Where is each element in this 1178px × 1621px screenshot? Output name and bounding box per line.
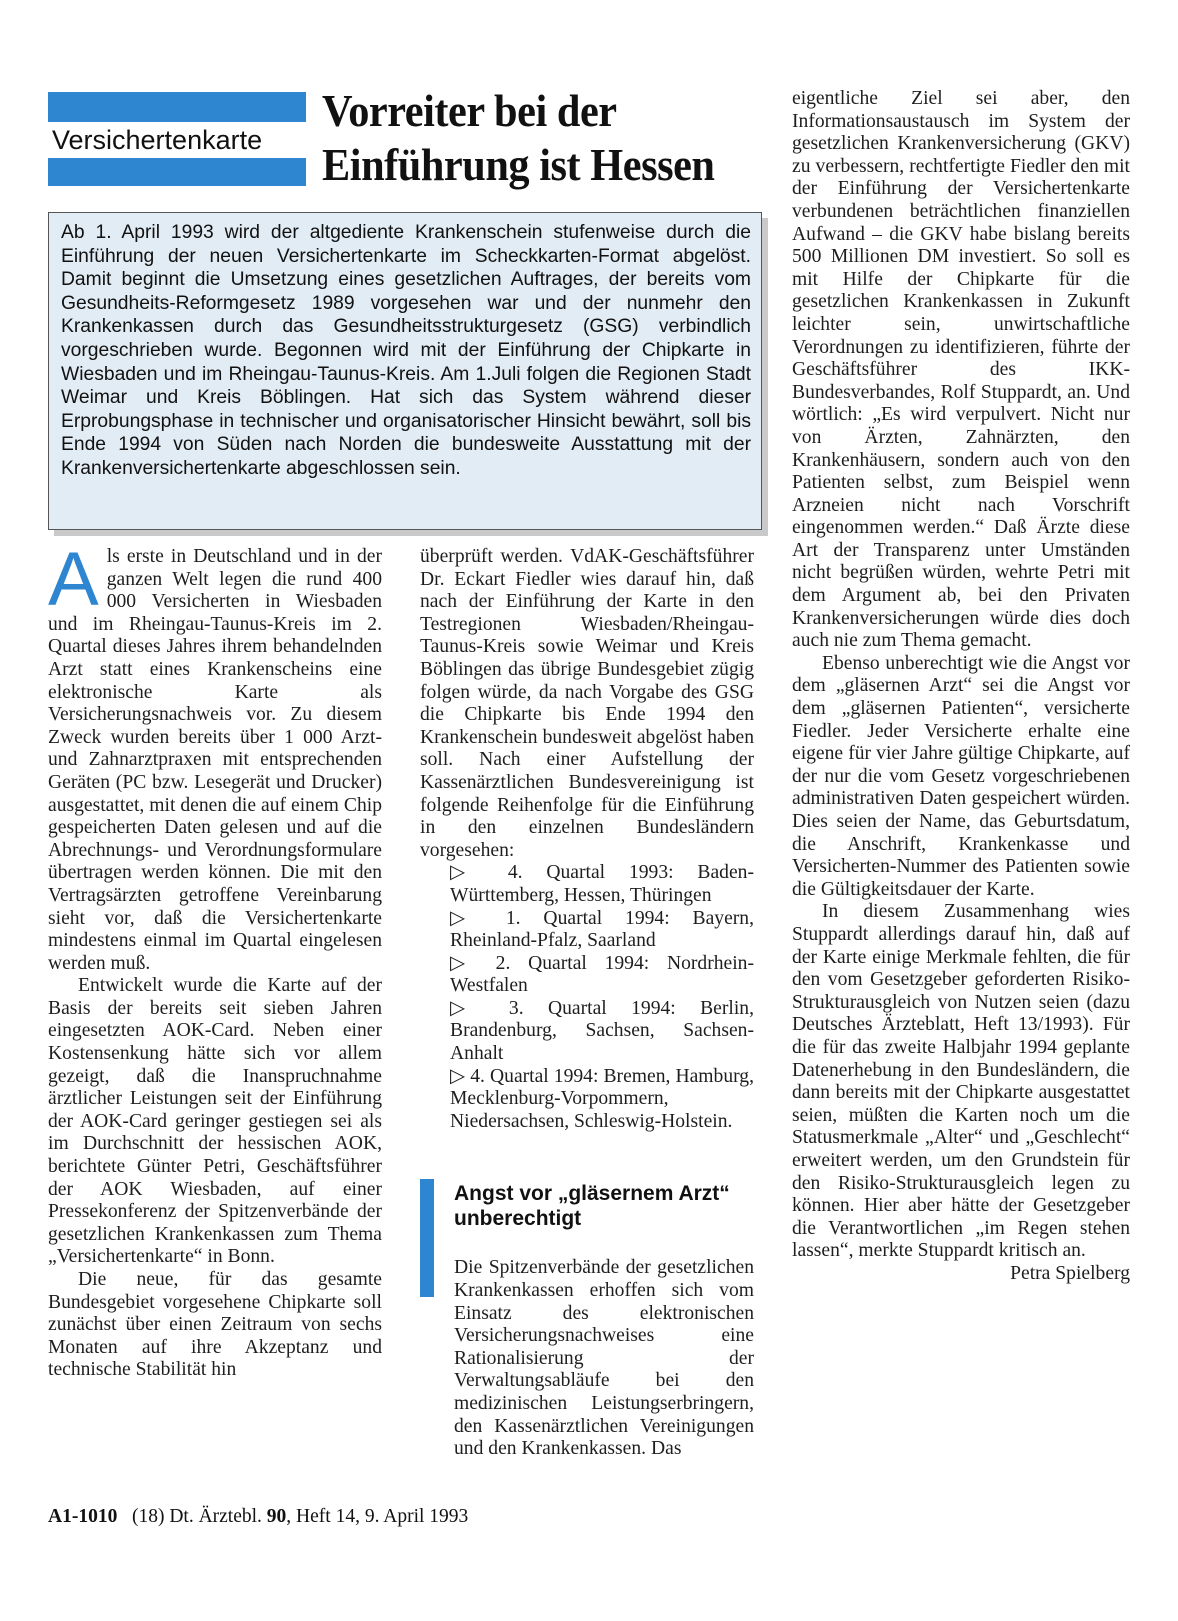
lead-box: Ab 1. April 1993 wird der altgediente Krankenschein stufenweise durch die Einführung der neuen Versichertenkarte im Scheckkarten-Format abgelöst. Damit beginnt die Umsetzung eines gesetzlichen Auftrages, der bereits vom Gesundheits-Reformgesetz 1989 vorgesehen war und der nunmehr den Krankenkassen durch das Gesundheitsstrukturgesetz (GSG) verbindlich vorgeschrieben wurde. Begonnen wird mit der Einführung der Chipkarte in Wiesbaden und im Rheingau-Taunus-Kreis. Am 1.Juli folgen die Regionen Stadt Weimar und Kreis Böblingen. Hat sich das System während dieser Erprobungsphase in technischer und organisatorischer Hinsicht bewährt, soll bis Ende 1994 von Süden nach Norden die bundesweite Ausstattung mit der Krankenversichertenkarte abgeschlossen sein.: [48, 212, 762, 530]
kicker-label: Versichertenkarte: [52, 125, 263, 155]
page-footer: [48, 1506, 468, 1528]
issue-prefix: (18) Dt. Ärztebl.: [131, 1506, 262, 1527]
kicker-bar-bottom: [48, 158, 306, 186]
author-signature: Petra Spielberg: [1010, 1262, 1130, 1284]
volume-number: 90: [266, 1506, 287, 1527]
section-kicker: [48, 92, 306, 188]
schedule-item: ▷ 3. Quartal 1994: Berlin, Brandenburg, Sachsen, Sachsen-Anhalt: [450, 997, 754, 1065]
schedule-item: ▷ 1. Quartal 1994: Bayern, Rheinland-Pfalz, Saarland: [450, 907, 754, 952]
col3-p3-text: In diesem Zusammenhang wies Stuppardt allerdings darauf hin, daß auf der Karte einige Merkmale fehlten, die für den vom Gesetzgeber geforderten Risiko-Strukturausgleich von Nutzen seien (dazu Deutsches Ärzteblatt, Heft 13/1993). Für die für das zweite Halbjahr 1994 geplante Datenerhebung in den Bundesländern, die dann bereits mit der Chipkarte ausgestattet seien, müßten die Karten noch um die Statusmerkmale „Alter“ und „Geschlecht“ erweitert werden, um den Grundstein für den Risiko-Strukturausgleich legen zu können. Hier aber hätte der Gesetzgeber die Verantwortlichen „im Regen stehen lassen“, merkte Stuppardt kritisch an.: [792, 901, 1130, 1262]
col3-paragraph-1: eigentliche Ziel sei aber, den Informationsaustausch im System der gesetzlichen Krankenversicherung (GKV) zu verbessern, rechtfertigte Fiedler den mit der Einführung der Versichertenkarte verbundenen beträchtlichen finanziellen Aufwand – die GKV habe bislang bereits 500 Millionen DM investiert. So soll es mit Hilfe der Chipkarte für die gesetzlichen Krankenkassen in Zukunft leichter sein, unwirtschaftliche Verordnungen zu identifizieren, führte der Geschäftsführer des IKK-Bundesverbandes, Rolf Stuppardt, an. Und wörtlich: „Es wird verpulvert. Nicht nur von Ärzten, Zahnärzten, den Krankenhäusern, sondern auch von den Patienten selbst, zum Beispiel wenn Arzneien nicht nach Vorschrift eingenommen werden.“ Daß Ärzte diese Art der Transparenz unter Umständen nicht begrüßen würden, wehrte Petri mit dem Argument ab, bei den Privaten Krankenversicherungen würde dies doch auch nie zum Thema gemacht.: [792, 88, 1130, 652]
subhead-text: Angst vor „gläsernem Arzt“ unberechtigt: [454, 1182, 730, 1231]
headline-line-2: Einführung ist Hessen: [322, 139, 715, 190]
col2-paragraph-1: überprüft werden. VdAK-Geschäftsführer Dr. Eckart Fiedler wies darauf hin, daß nach der Einführung der Karte in den Testregionen Wiesbaden/Rheingau-Taunus-Kreis sowie Weimar und Kreis Böblingen das übrige Bundesgebiet zügig folgen würde, da nach Vorgabe des GSG die Chipkarte bis Ende 1994 den Krankenschein bundesweit abgelöst haben soll. Nach einer Aufstellung der Kassenärztlichen Bundesvereinigung ist folgende Reihenfolge für die Einführung in den einzelnen Bundesländern vorgesehen:: [420, 546, 754, 861]
headline-line-1: Vorreiter bei der: [322, 85, 617, 136]
article-headline: [322, 84, 727, 192]
page-number: A1-1010: [48, 1506, 118, 1527]
col2-paragraph-2: Die Spitzenverbände der gesetzlichen Krankenkassen erhoffen sich vom Einsatz des elektronischen Versicherungsnachweises eine Rationalisierung der Verwaltungsabläufe bei den medizinischen Leistungserbringern, den Kassenärztlichen Vereinigungen und den Krankenkassen. Das: [454, 1257, 754, 1460]
schedule-item: ▷ 2. Quartal 1994: Nordrhein-Westfalen: [450, 952, 754, 997]
schedule-item: ▷ 4. Quartal 1993: Baden-Württemberg, Hessen, Thüringen: [450, 862, 754, 906]
kicker-bar-top: [48, 92, 306, 122]
col1-p1-text: ls erste in Deutschland und in der ganzen Welt legen die rund 400 000 Versicherten in Wiesbaden und im Rheingau-Taunus-Kreis im 2. Quartal dieses Jahres ihrem behandelnden Arzt statt eines Krankenscheins eine elektronische Karte als Versicherungsnachweis vor. Zu diesem Zweck wurden bereits über 1 000 Arzt- und Zahnarztpraxen mit entsprechenden Geräten (PC bzw. Lesegerät und Drucker) ausgestattet, mit denen die auf einem Chip gespeicherten Daten gelesen und auf die Abrechnungs- und Verordnungsformulare übertragen werden können. Die mit den Vertragsärzten getroffene Vereinbarung sieht vor, daß die Versichertenkarte mindestens einmal im Quartal eingelesen werden muß.: [48, 546, 382, 974]
subheading: [420, 1179, 754, 1243]
col3-paragraph-2: Ebenso unberechtigt wie die Angst vor dem „gläsernen Arzt“ sei die Angst vor dem „gläsernen Patienten“, versicherte Fiedler. Jeder Versicherte erhalte eine eigene für vier Jahre gültige Chipkarte, auf der nur die vom Gesetz vorgeschriebenen administrativen Daten gespeichert würden. Dies seien der Name, das Geburtsdatum, die Anschrift, Krankenkasse und Versicherten-Nummer des Patienten sowie die Gültigkeitsdauer der Karte.: [792, 652, 1130, 900]
column-3: [792, 88, 1130, 1285]
schedule-item: ▷ 4. Quartal 1994: Bremen, Hamburg, Mecklenburg-Vorpommern, Niedersachsen, Schleswig-Holstein.: [450, 1065, 754, 1132]
subhead-accent-bar: [420, 1179, 434, 1297]
drop-cap: A: [48, 537, 99, 622]
column-1: [48, 537, 382, 1382]
col1-paragraph-3: Die neue, für das gesamte Bundesgebiet vorgesehene Chipkarte soll zunächst über einen Zeitraum von sechs Monaten auf ihre Akzeptanz und technische Stabilität hin: [48, 1269, 382, 1381]
issue-suffix: , Heft 14, 9. April 1993: [286, 1506, 469, 1527]
col3-paragraph-3: [792, 901, 1130, 1284]
column-2: [420, 546, 754, 1461]
col1-paragraph-1: [48, 537, 382, 975]
col1-paragraph-2: Entwickelt wurde die Karte auf der Basis der bereits seit sieben Jahren eingesetzten AOK-Card. Neben einer Kostensenkung hätte sich vor allem gezeigt, daß die Inanspruchnahme ärztlicher Leistungen seit der Einführung der AOK-Card geringer gestiegen sei als im Durchschnitt der hessischen AOK, berichtete Günter Petri, Geschäftsführer der AOK Wiesbaden, auf einer Pressekonferenz der Spitzenverbände der gesetzlichen Krankenkassen zum Thema „Versichertenkarte“ in Bonn.: [48, 975, 382, 1268]
